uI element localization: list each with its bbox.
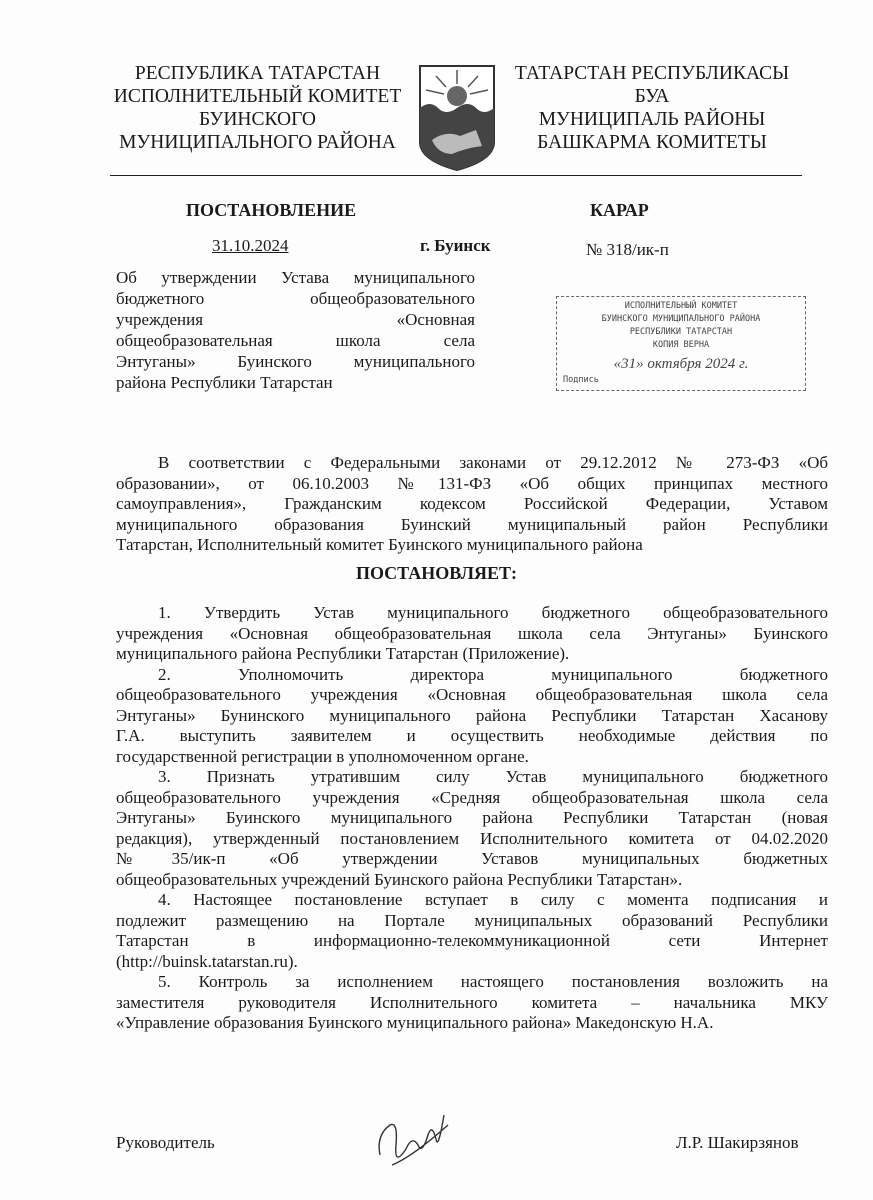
doc-type-ru: ПОСТАНОВЛЕНИЕ	[186, 200, 357, 220]
item-line: Энтуганы» Бунинского муниципального района Республики Татарстан Хасанову	[116, 705, 828, 725]
subject-line: общеобразовательная школа села	[116, 331, 475, 350]
header-line: БУИНСКОГО	[199, 109, 316, 130]
stamp-date: «31» октября 2024 г.	[613, 356, 749, 372]
portal-link[interactable]: http://buinsk.tatarstan.ru	[121, 951, 288, 971]
item-line: 5. Контроль за исполнением настоящего постановления возложить на	[158, 972, 828, 991]
preamble	[116, 453, 828, 556]
doc-subject	[116, 267, 475, 393]
subject-line: Об утверждении Устава муниципального	[116, 268, 475, 287]
stamp-line: РЕСПУБЛИКИ ТАТАРСТАН	[629, 327, 733, 337]
handwritten-signature	[372, 1105, 452, 1175]
header-line: БУА	[634, 86, 670, 107]
preamble-line: Татарстан, Исполнительный комитет Буинского муниципального района	[116, 535, 643, 554]
item-line: Энтуганы» Буинского муниципального района Республики Татарстан (новая	[116, 808, 828, 827]
item-line: государственной регистрации в уполномоченном органе.	[116, 746, 529, 766]
item-line: общеобразовательного учреждения «Средняя общеобразовательная школа села	[116, 787, 828, 807]
copy-stamp	[556, 296, 806, 391]
resolution-item	[116, 890, 828, 972]
subject-line: бюджетного общеобразовательного	[116, 289, 475, 308]
preamble-line: муниципального образования Буинский муниципальный район Республики	[116, 514, 828, 534]
stamp-line: ИСПОЛНИТЕЛЬНЫЙ КОМИТЕТ	[624, 301, 738, 311]
item-line: «Управление образования Буинского муниципального района» Македонскую Н.А.	[116, 1013, 714, 1032]
subject-line: района Республики Татарстан	[116, 373, 333, 392]
item-line: 1. Утвердить Устав муниципального бюджетного общеобразовательного	[158, 603, 828, 622]
preamble-line: самоуправления», Гражданским кодексом Российской Федерации, Уставом	[116, 494, 828, 513]
header-line: ИСПОЛНИТЕЛЬНЫЙ КОМИТЕТ	[113, 86, 402, 107]
resolution-item	[116, 603, 828, 665]
item-line: Татарстан в информационно-телекоммуникационной сети Интернет	[116, 931, 828, 950]
resolution-item	[116, 665, 828, 768]
item-line: №35/ик-п «Об утверждении Уставов муниципальных бюджетных	[116, 849, 828, 868]
stamp-line: КОПИЯ ВЕРНА	[652, 340, 710, 350]
doc-type-tt: КАРАР	[590, 200, 649, 220]
item-line: Г.А. выступить заявителем и осуществить необходимые действия по	[116, 726, 828, 745]
subject-line: учреждения «Основная	[116, 310, 475, 329]
stamp-line: БУИНСКОГО МУНИЦИПАЛЬНОГО РАЙОНА	[601, 314, 761, 324]
item-line: 4. Настоящее постановление вступает в силу с момента подписания и	[158, 890, 828, 909]
signature-name: Л.Р. Шакирзянов	[676, 1133, 799, 1152]
item-line: заместителя руководителя Исполнительного комитета – начальника МКУ	[116, 992, 828, 1012]
header-line: БАШКАРМА КОМИТЕТЫ	[537, 132, 767, 153]
item-line: общеобразовательных учреждений Буинского района Республики Татарстан».	[116, 869, 683, 889]
item-line: подлежит размещению на Портале муниципальных образований Республики	[116, 910, 828, 930]
preamble-line: В соответствии с Федеральными законами от 29.12.2012 № 273-ФЗ «Об	[158, 453, 828, 472]
stamp-sign: Подпись	[563, 375, 599, 385]
item-line: учреждения «Основная общеобразовательная школа села Энтуганы» Буинского	[116, 623, 828, 643]
header-line: МУНИЦИПАЛЬ РАЙОНЫ	[538, 109, 766, 130]
item-line: общеобразовательного учреждения «Основная общеобразовательная школа села	[116, 685, 828, 704]
doc-number: № 318/ик-п	[586, 240, 669, 259]
item-line: редакция), утвержденный постановлением Исполнительного комитета от 04.02.2020	[116, 828, 828, 848]
preamble-line: образовании», от 06.10.2003 №131-ФЗ «Об общих принципах местного	[116, 473, 828, 493]
coat-of-arms-icon	[416, 62, 498, 172]
header-divider	[110, 175, 802, 176]
resolution-items	[116, 603, 828, 1034]
item-line: муниципального района Республики Татарстан (Приложение).	[116, 644, 570, 663]
doc-city: г. Буинск	[420, 236, 491, 255]
header-line: РЕСПУБЛИКА ТАТАРСТАН	[134, 63, 381, 84]
resolution-item	[116, 972, 828, 1034]
doc-date: 31.10.2024	[212, 236, 289, 255]
header-right	[502, 62, 802, 154]
resolves-heading: ПОСТАНОВЛЯЕТ:	[355, 563, 518, 583]
header-line: МУНИЦИПАЛЬНОГО РАЙОНА	[119, 132, 396, 153]
header-left	[100, 62, 415, 154]
item-line: 2. Уполномочить директора муниципального бюджетного	[158, 664, 828, 684]
item-line: (http://buinsk.tatarstan.ru).	[116, 951, 298, 971]
resolution-item	[116, 767, 828, 890]
subject-line: Энтуганы» Буинского муниципального	[116, 352, 475, 371]
signature-role: Руководитель	[116, 1133, 215, 1152]
item-line: 3. Признать утратившим силу Устав муниципального бюджетного	[158, 767, 828, 786]
header-line: ТАТАРСТАН РЕСПУБЛИКАСЫ	[514, 63, 790, 84]
